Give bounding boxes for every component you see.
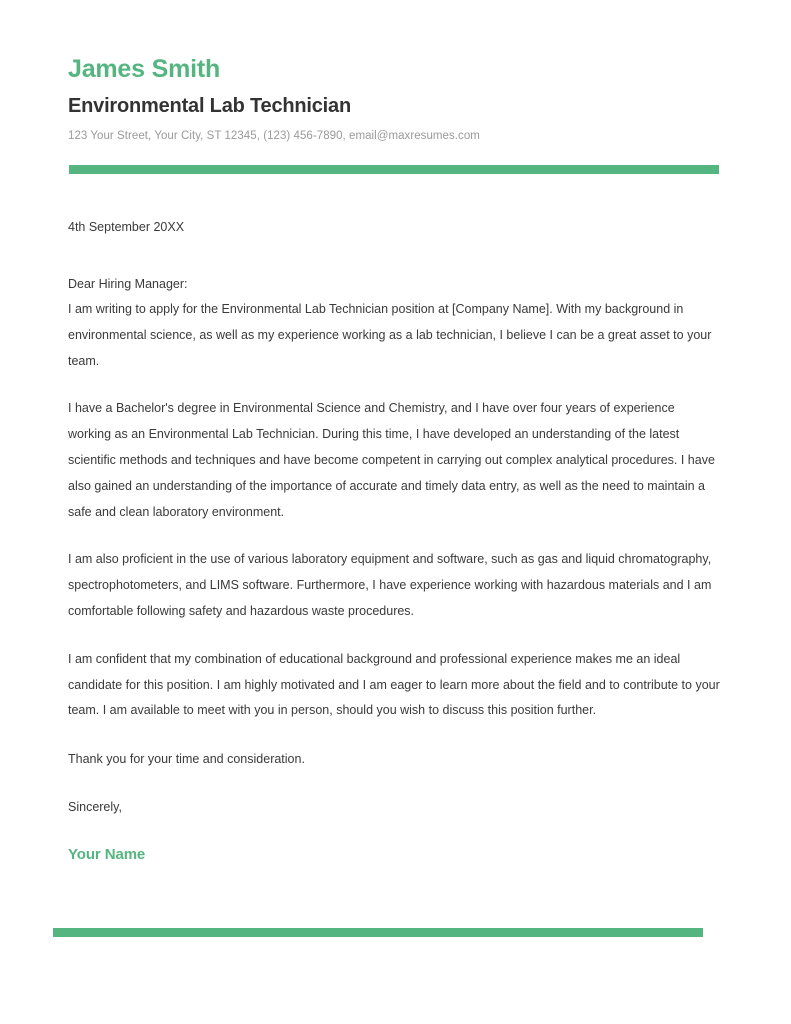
header-divider-rule <box>69 165 719 174</box>
letter-body <box>68 218 720 866</box>
job-title: Environmental Lab Technician <box>68 95 351 117</box>
contact-info: 123 Your Street, Your City, ST 12345, (123) 456-7890, email@maxresumes.com <box>68 130 480 142</box>
body-paragraph-1: I am writing to apply for the Environmental Lab Technician position at [Company Name]. With my background in environmental science, as well as my experience working as a lab technician, I believe I can be a great asset to your team. <box>68 302 712 368</box>
body-paragraph-2: I have a Bachelor's degree in Environmental Science and Chemistry, and I have over four years of experience working as an Environmental Lab Technician. During this time, I have developed an understanding of the latest scientific methods and techniques and have become competent in carrying out complex analytical procedures. I have also gained an understanding of the importance of accurate and timely data entry, as well as the need to maintain a safe and clean laboratory environment. <box>68 401 715 519</box>
thank-you-line: Thank you for your time and consideration. <box>68 752 305 767</box>
letterhead <box>68 54 720 144</box>
salutation: Dear Hiring Manager: <box>68 277 188 291</box>
body-paragraph-4: I am confident that my combination of educational background and professional experience makes me an ideal candidate for this position. I am highly motivated and I am eager to learn more about the field and to contribute to your team. I am available to meet with you in person, should you wish to discuss this position further. <box>68 651 720 718</box>
sign-off-line: Sincerely, <box>68 800 122 815</box>
letter-date: 4th September 20XX <box>68 220 185 234</box>
body-paragraph-3: I am also proficient in the use of various laboratory equipment and software, such as gas and liquid chromatography, spectrophotometers, and LIMS software. Furthermore, I have experience working with hazardous materials and I am comfortable following safety and hazardous waste procedures. <box>68 552 712 618</box>
footer-divider-rule <box>53 928 703 937</box>
applicant-name: James Smith <box>68 55 221 83</box>
signature-name: Your Name <box>68 846 146 864</box>
